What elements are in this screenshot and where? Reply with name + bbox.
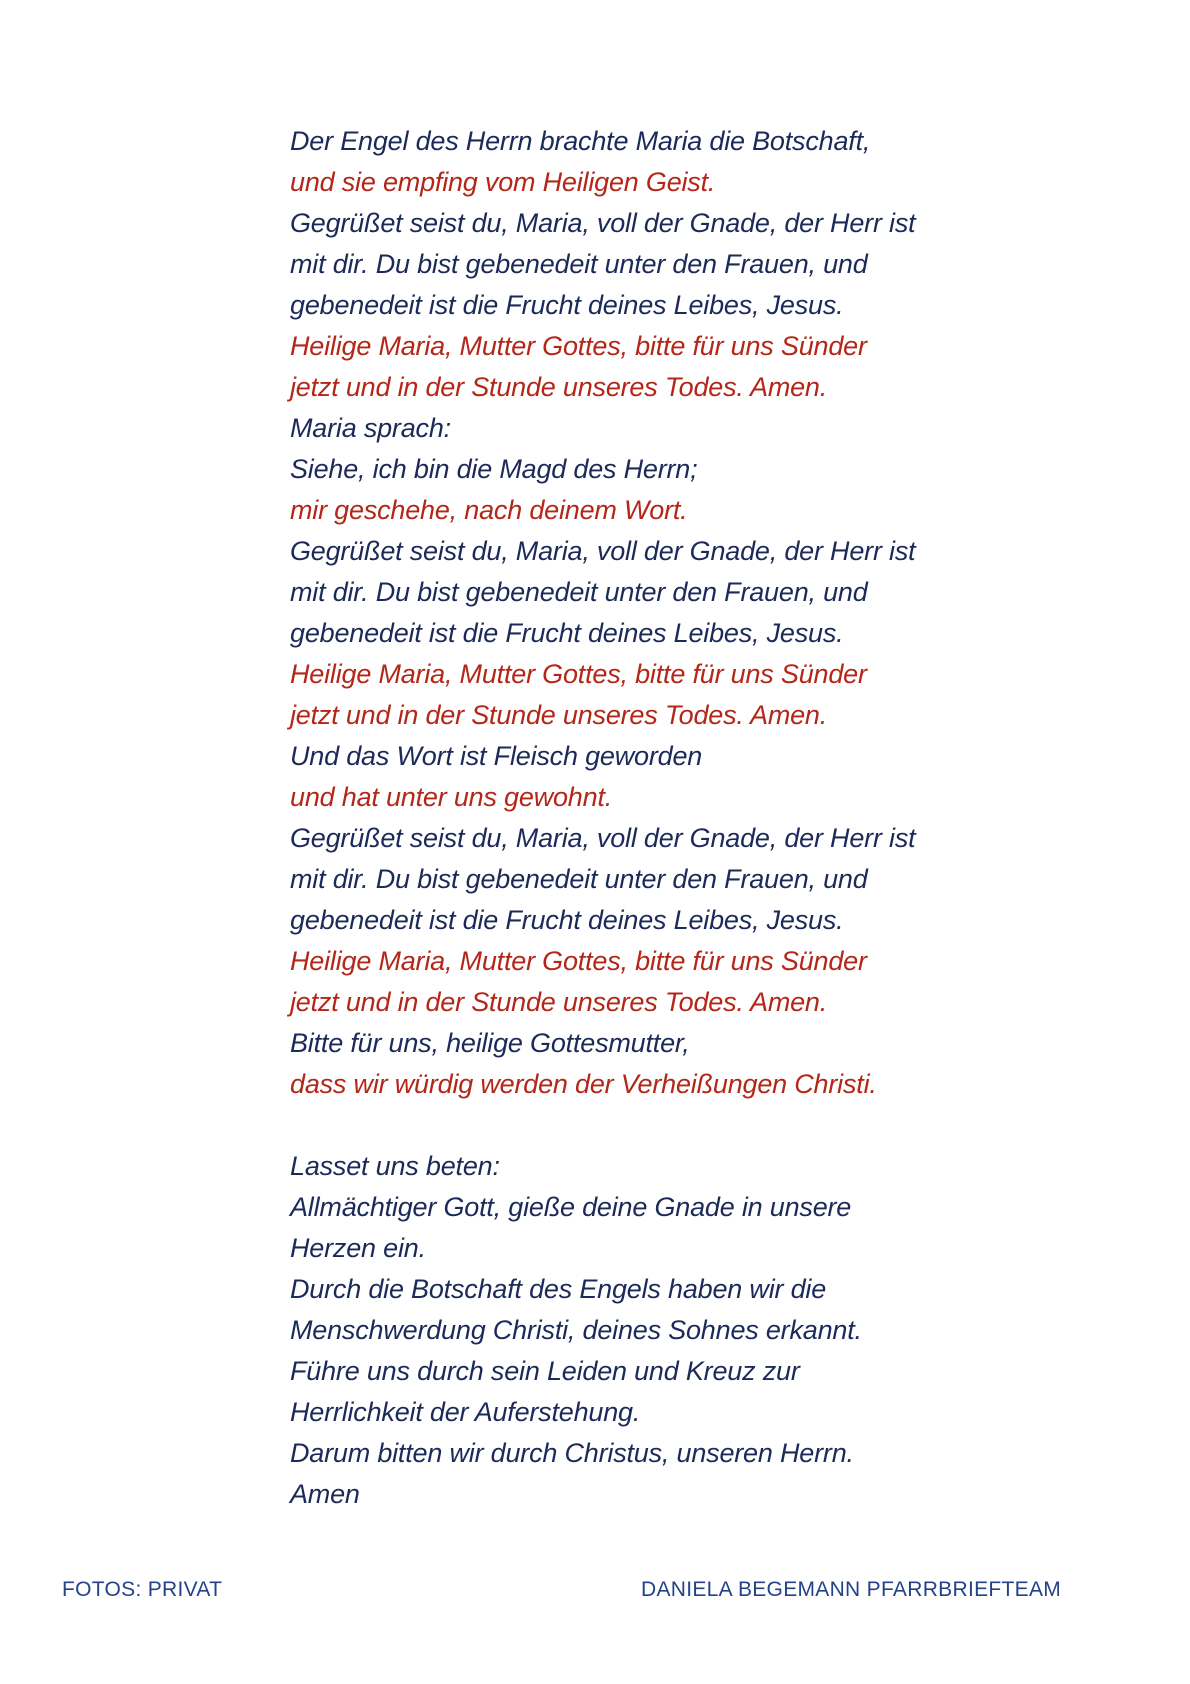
prayer-line: Siehe, ich bin die Magd des Herrn; xyxy=(290,454,698,484)
prayer-line: mit dir. Du bist gebenedeit unter den Frauen, und xyxy=(290,577,868,607)
prayer-line: Führe uns durch sein Leiden und Kreuz zur xyxy=(290,1356,800,1386)
stanza-gap xyxy=(290,1105,1090,1146)
prayer-line: Amen xyxy=(290,1479,360,1509)
prayer-line: Darum bitten wir durch Christus, unseren Herrn. xyxy=(290,1438,854,1468)
prayer-line: Der Engel des Herrn brachte Maria die Botschaft, xyxy=(290,126,871,156)
prayer-line: mit dir. Du bist gebenedeit unter den Frauen, und xyxy=(290,249,868,279)
prayer-line: Durch die Botschaft des Engels haben wir die xyxy=(290,1274,827,1304)
photo-credit: FOTOS: PRIVAT xyxy=(62,1578,223,1601)
prayer-line: dass wir würdig werden der Verheißungen Christi. xyxy=(290,1069,877,1099)
prayer-line: Heilige Maria, Mutter Gottes, bitte für uns Sünder xyxy=(290,331,867,361)
prayer-line: Herzen ein. xyxy=(290,1233,426,1263)
prayer-line: Herrlichkeit der Auferstehung. xyxy=(290,1397,641,1427)
prayer-line: Allmächtiger Gott, gieße deine Gnade in unsere xyxy=(290,1192,852,1222)
prayer-line: jetzt und in der Stunde unseres Todes. Amen. xyxy=(290,700,828,730)
prayer-line: Maria sprach: xyxy=(290,413,451,443)
prayer-line: und hat unter uns gewohnt. xyxy=(290,782,613,812)
prayer-line: gebenedeit ist die Frucht deines Leibes, Jesus. xyxy=(290,905,844,935)
prayer-line: gebenedeit ist die Frucht deines Leibes, Jesus. xyxy=(290,618,844,648)
prayer-stanza-angelus xyxy=(290,121,1090,1105)
prayer-line: jetzt und in der Stunde unseres Todes. Amen. xyxy=(290,372,828,402)
prayer-line: Heilige Maria, Mutter Gottes, bitte für uns Sünder xyxy=(290,659,867,689)
prayer-line: Heilige Maria, Mutter Gottes, bitte für uns Sünder xyxy=(290,946,867,976)
prayer-stanza-closing xyxy=(290,1146,1090,1515)
prayer-text xyxy=(290,121,1090,1515)
prayer-line: mir geschehe, nach deinem Wort. xyxy=(290,495,688,525)
prayer-line: mit dir. Du bist gebenedeit unter den Frauen, und xyxy=(290,864,868,894)
prayer-line: und sie empfing vom Heiligen Geist. xyxy=(290,167,716,197)
prayer-line: Gegrüßet seist du, Maria, voll der Gnade, der Herr ist xyxy=(290,536,916,566)
prayer-line: Und das Wort ist Fleisch geworden xyxy=(290,741,703,771)
prayer-line: Lasset uns beten: xyxy=(290,1151,500,1181)
prayer-line: Bitte für uns, heilige Gottesmutter, xyxy=(290,1028,690,1058)
prayer-line: Gegrüßet seist du, Maria, voll der Gnade, der Herr ist xyxy=(290,208,916,238)
prayer-line: Gegrüßet seist du, Maria, voll der Gnade, der Herr ist xyxy=(290,823,916,853)
author-credit: DANIELA BEGEMANN PFARRBRIEFTEAM xyxy=(641,1578,1062,1601)
prayer-line: jetzt und in der Stunde unseres Todes. Amen. xyxy=(290,987,828,1017)
prayer-line: Menschwerdung Christi, deines Sohnes erkannt. xyxy=(290,1315,862,1345)
prayer-line: gebenedeit ist die Frucht deines Leibes, Jesus. xyxy=(290,290,844,320)
